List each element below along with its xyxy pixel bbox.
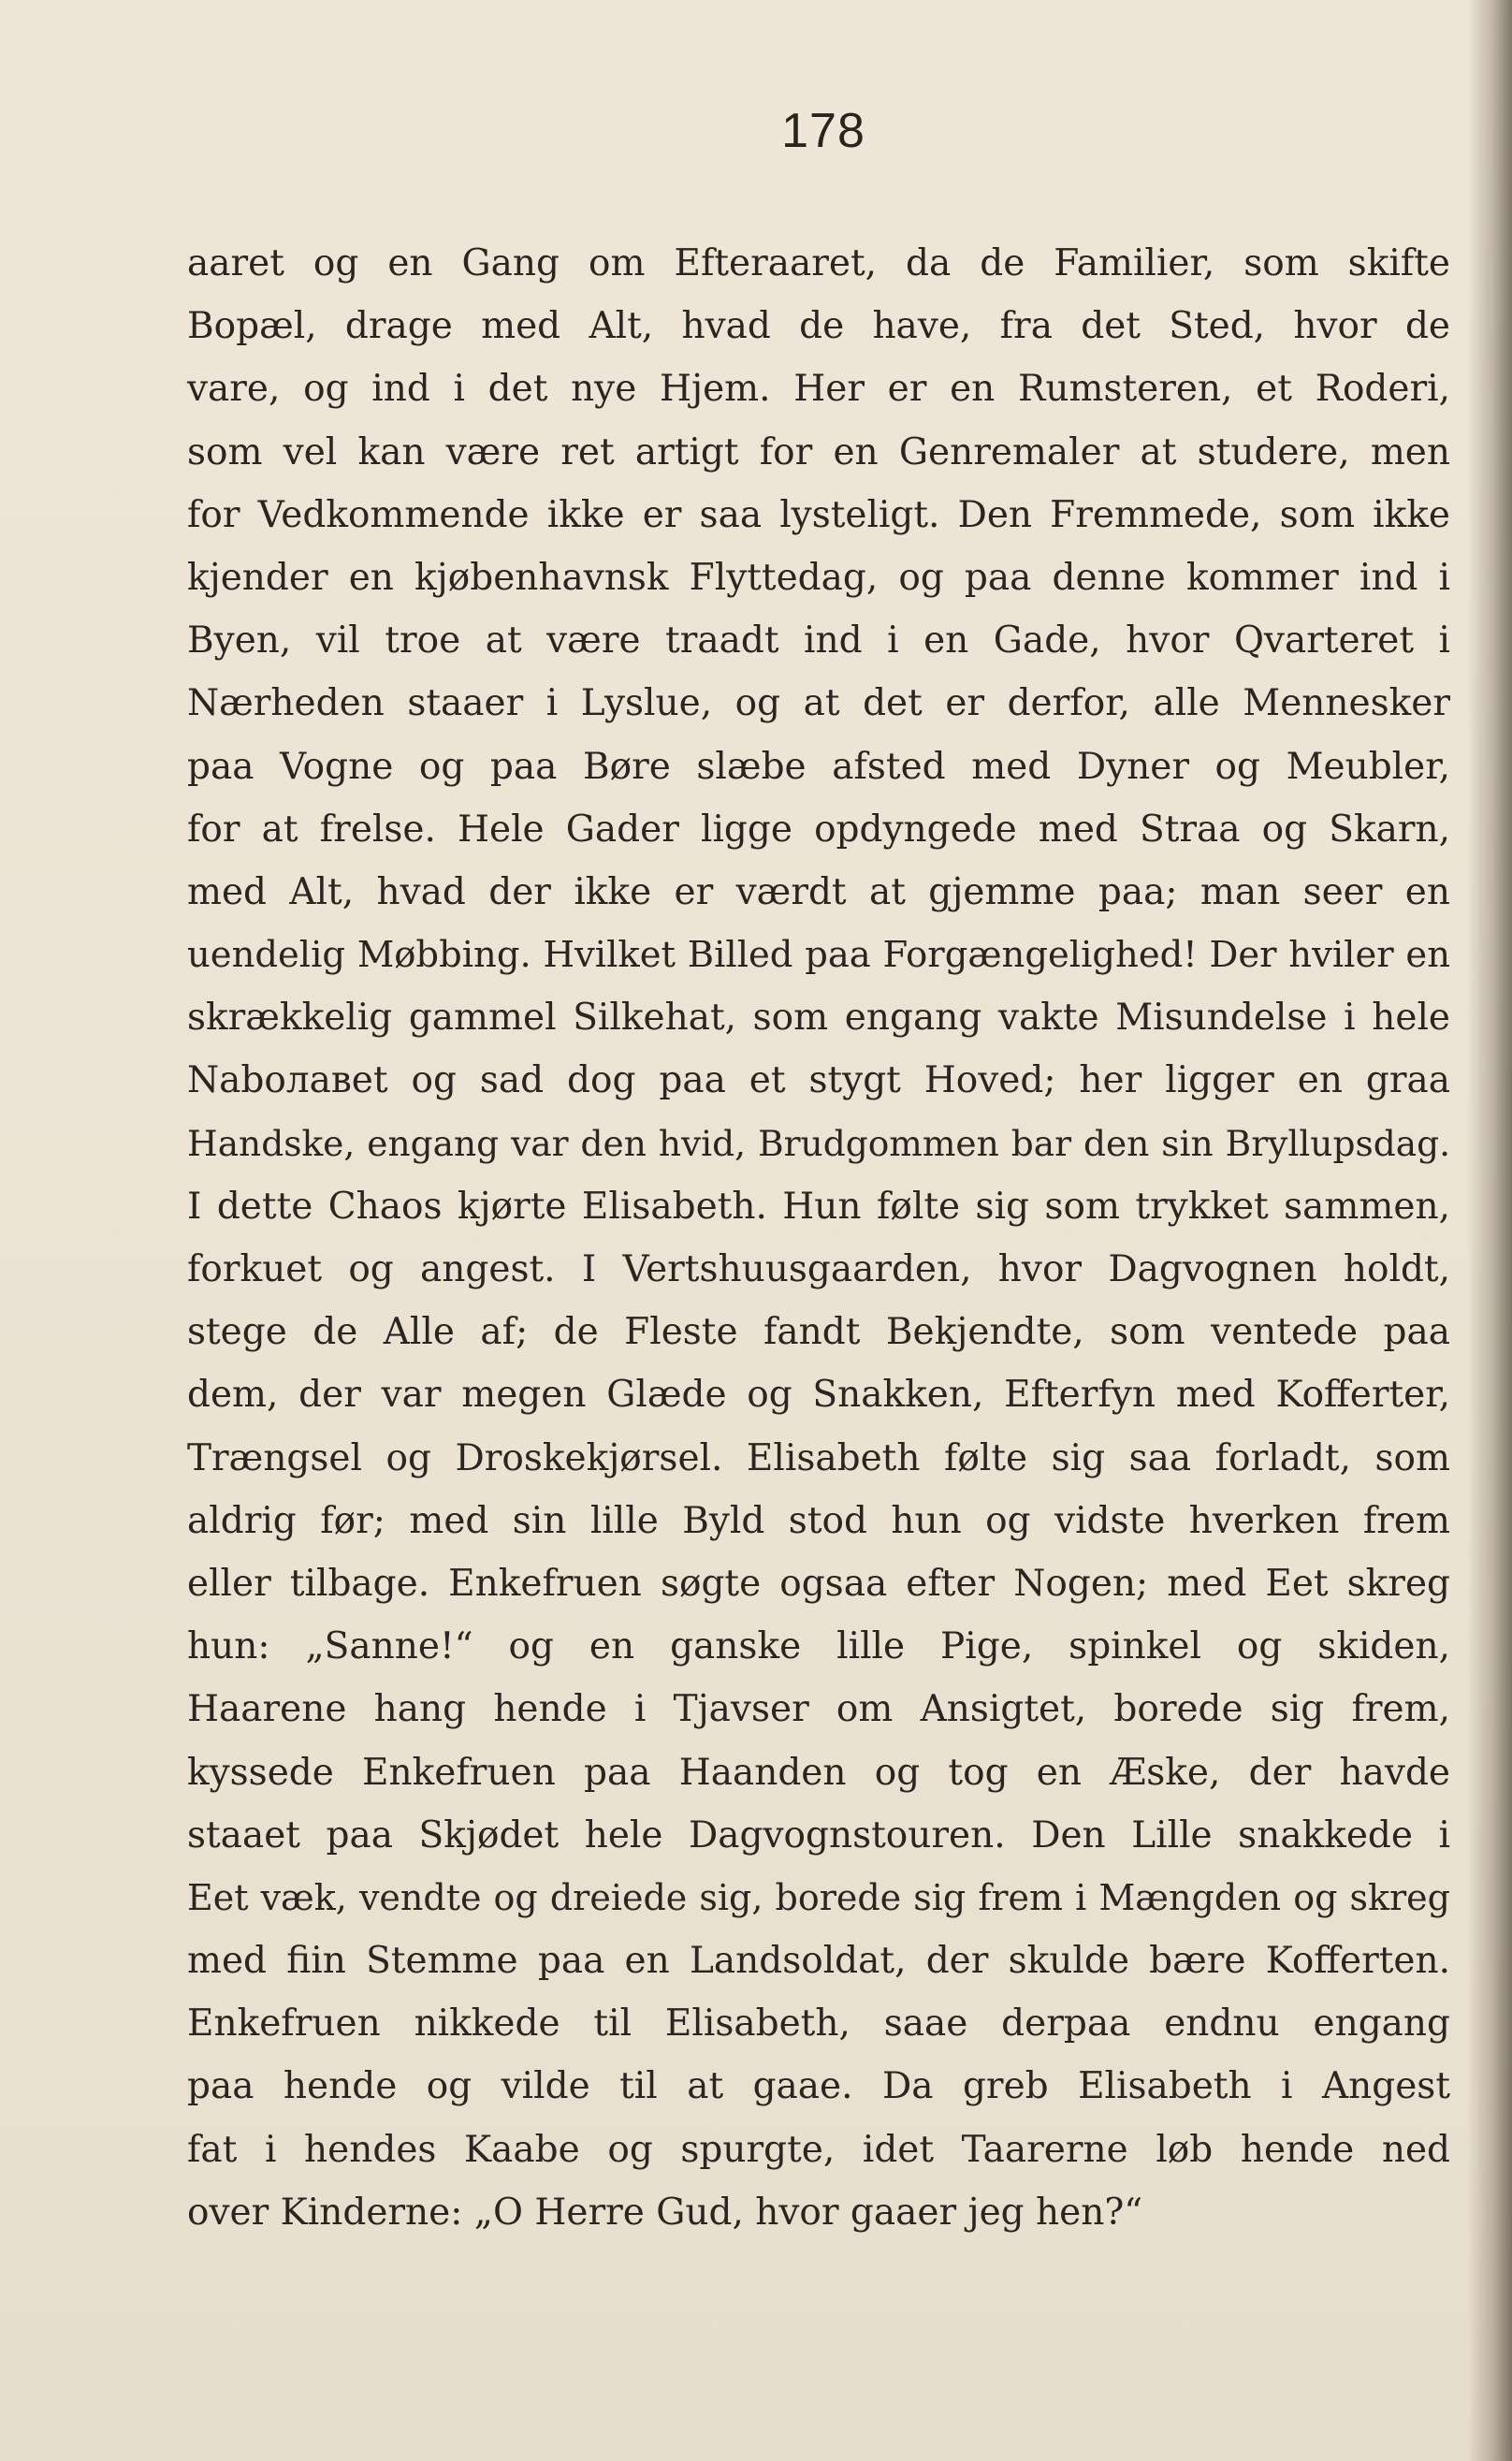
text-line: Eet væk, vendte og dreiede sig, borede sig frem i Mængden og skreg bbox=[187, 1876, 1450, 1918]
text-line: med fiin Stemme paa en Landsoldat, der skulde bære Kofferten. bbox=[187, 1940, 1450, 1983]
text-line: vare, og ind i det nye Hjem. Her er en Rumsteren, et Roderi, bbox=[187, 368, 1450, 411]
text-line: staaet paa Skjødet hele Dagvognstouren. Den Lille snakkede i bbox=[187, 1813, 1450, 1857]
page-edge-shadow bbox=[1467, 0, 1512, 2461]
text-line: forkuet og angest. I Vertshuusgaarden, hvor Dagvognen holdt, bbox=[187, 1248, 1450, 1290]
text-line: stege de Alle af; de Fleste fandt Bekjendte, som ventede paa bbox=[187, 1311, 1450, 1354]
text-line: kjender en kjøbenhavnsk Flyttedag, og paa denne kommer ind i bbox=[187, 556, 1450, 599]
body-text bbox=[187, 232, 1450, 2244]
text-line: I dette Chaos kjørte Elisabeth. Hun følte sig som trykket sammen, bbox=[187, 1185, 1450, 1228]
text-line: hun: „Sanne!“ og en ganske lille Pige, spinkel og skiden, bbox=[187, 1625, 1450, 1668]
text-line: uendelig Møbbing. Hvilket Billed paa Forgængelighed! Der hviler en bbox=[187, 934, 1450, 977]
text-line: Enkefruen nikkede til Elisabeth, saae derpaa endnu engang bbox=[187, 2002, 1450, 2046]
page-number: 178 bbox=[781, 104, 865, 158]
text-line: som vel kan være ret artigt for en Genremaler at studere, men bbox=[187, 430, 1450, 473]
text-line: skrækkelig gammel Silkehat, som engang vakte Misundelse i hele bbox=[187, 997, 1450, 1040]
text-line: Trængsel og Droskekjørsel. Elisabeth følte sig saa forladt, som bbox=[187, 1436, 1450, 1479]
text-line: eller tilbage. Enkefruen søgte ogsaa efter Nogen; med Eet skreg bbox=[187, 1562, 1450, 1605]
text-line: Nærheden staaer i Lysluе, og at det er derfor, alle Mennesker bbox=[187, 682, 1450, 725]
text-line: aldrig før; med sin lille Byld stod hun og vidste hverken frem bbox=[187, 1499, 1450, 1542]
text-line: for Vedkommende ikke er saa lysteligt. Den Fremmede, som ikke bbox=[187, 493, 1450, 536]
text-line: over Kinderne: „O Herre Gud, hvor gaaer jeg hen?“ bbox=[187, 2191, 1143, 2234]
text-line: for at frelse. Hele Gader ligge opdyngede med Straa og Skarn, bbox=[187, 808, 1450, 851]
text-line: paa Vogne og paa Børe slæbe afsted med Dyner og Meubler, bbox=[187, 745, 1450, 788]
text-line: Byen, vil troe at være traadt ind i en Gade, hvor Qvarteret i bbox=[187, 619, 1450, 663]
text-line: paa hende og vilde til at gaae. Da greb Elisabeth i Angest bbox=[187, 2065, 1450, 2108]
text-line: aaret og en Gang om Efteraaret, da de Familier, som skifte bbox=[187, 242, 1450, 284]
text-line: dem, der var megen Glæde og Snakken, Efterfyn med Kofferter, bbox=[187, 1374, 1450, 1417]
text-line: Bopæl, drage med Alt, hvad de have, fra det Sted, hvor de bbox=[187, 305, 1450, 348]
text-line: med Alt, hvad der ikke er værdt at gjemme paa; man seer en bbox=[187, 870, 1450, 913]
text-line: Naboлавet og sad dog paa et stygt Hoved; her ligger en graa bbox=[187, 1059, 1450, 1102]
text-line: kyssede Enkefruen paa Haanden og tog en Æske, der havde bbox=[187, 1751, 1450, 1794]
text-line: fat i hendes Kaabe og spurgte, idet Taarerne løb hende ned bbox=[187, 2128, 1450, 2171]
text-line: Handske, engang var den hvid, Brudgommen bar den sin Bryllupsdag. bbox=[187, 1122, 1450, 1164]
text-line: Haarene hang hende i Tjavser om Ansigtet, borede sig frem, bbox=[187, 1688, 1450, 1731]
